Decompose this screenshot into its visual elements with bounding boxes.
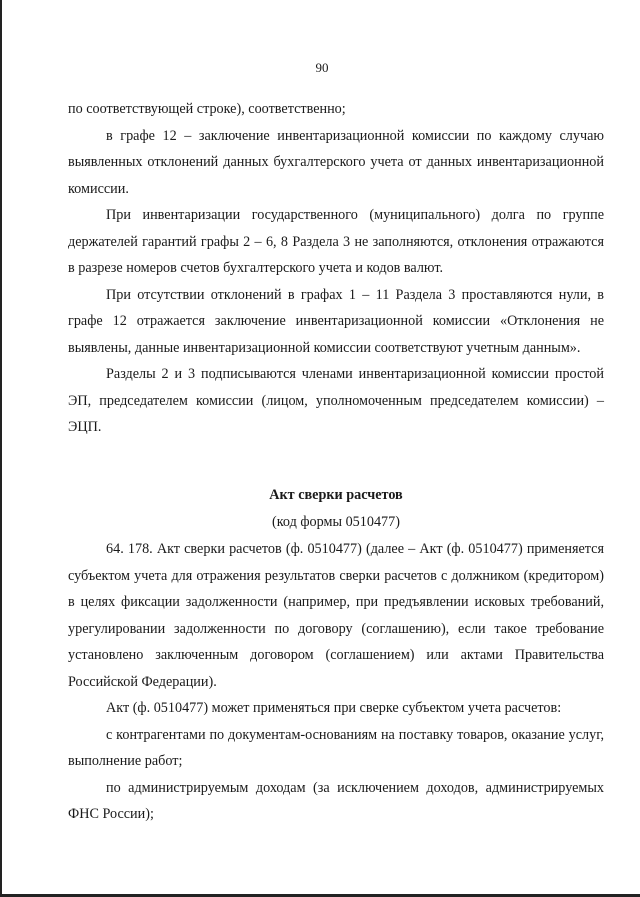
paragraph: по администрируемым доходам (за исключением доходов, администрируемых ФНС России); (68, 779, 604, 822)
paragraph: При инвентаризации государственного (муниципального) долга по группе держателей гарантий графы 2 – 6, 8 Раздела 3 не заполняются, отклонения отражаются в разрезе номеров счетов бухгалтерского учета и кодов валют. (68, 207, 604, 276)
paragraph: по соответствующей строке), соответственно; (68, 101, 346, 117)
paragraph: с контрагентами по документам-основаниям на поставку товаров, оказание услуг, выполнение работ; (68, 726, 604, 769)
paragraph: Разделы 2 и 3 подписываются членами инвентаризационной комиссии простой ЭП, председателем комиссии (лицом, уполномоченным председателем комиссии) – ЭЦП. (68, 366, 604, 435)
text-block-before (68, 96, 604, 441)
paragraph: Акт (ф. 0510477) может применяться при сверке субъектом учета расчетов: (106, 700, 562, 716)
section-title: Акт сверки расчетов (269, 487, 403, 503)
paragraph: При отсутствии отклонений в графах 1 – 11 Раздела 3 проставляются нули, в графе 12 отражается заключение инвентаризационной комиссии «Отклонения не выявлены, данные инвентаризационной комиссии соответствуют учетным данным». (68, 286, 604, 356)
text-block-after (68, 536, 604, 828)
page-number: 90 (315, 60, 329, 75)
section-header (68, 482, 604, 535)
paragraph: 64. 178. Акт сверки расчетов (ф. 0510477) (далее – Акт (ф. 0510477) применяется субъектом учета для отражения результатов сверки расчетов с должником (кредитором) в целях фиксации задолженности (например, при предъявлении исковых требований, урегулировании задолженности по договору (соглашению), если такое требование установлено заключенным договором (соглашением) или актами Правительства Российской Федерации). (68, 541, 604, 690)
paragraph: в графе 12 – заключение инвентаризационной комиссии по каждому случаю выявленных отклонений данных бухгалтерского учета от данных инвентаризационной комиссии. (68, 127, 604, 197)
section-subtitle: (код формы 0510477) (272, 513, 400, 530)
